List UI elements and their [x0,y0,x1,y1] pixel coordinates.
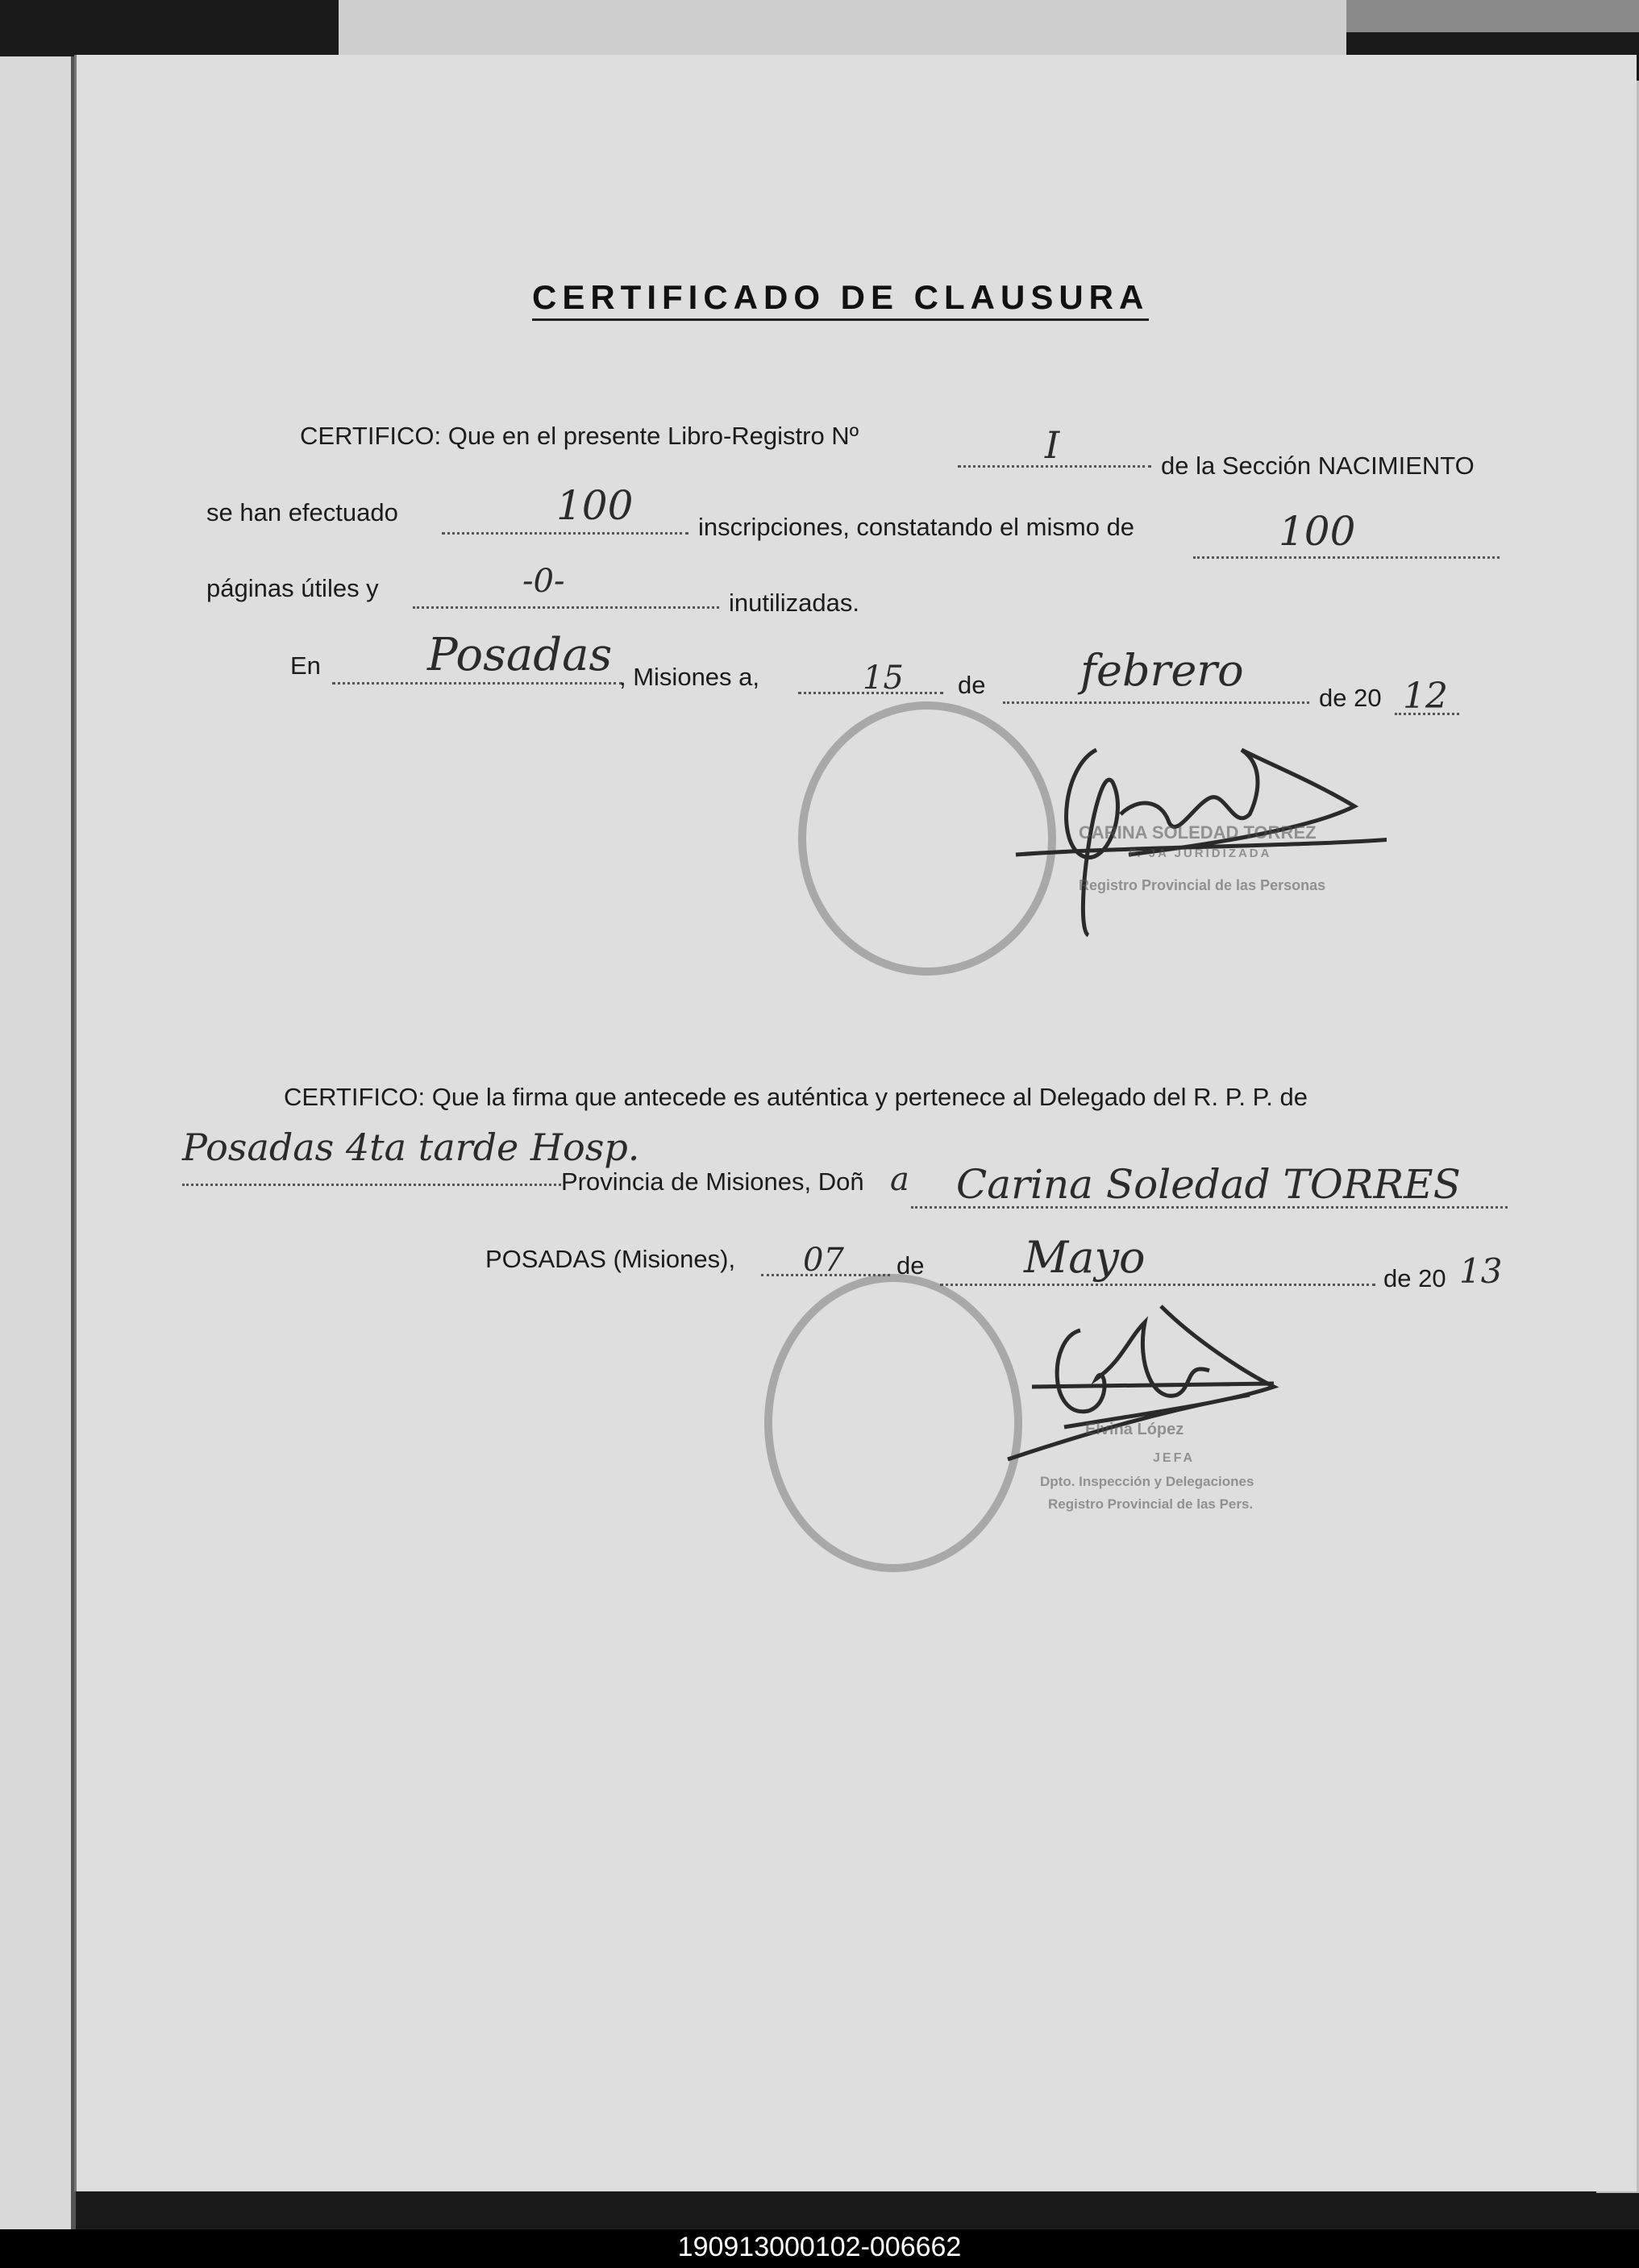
libro-number: I [1045,423,1060,467]
stamp2-org: Registro Provincial de las Pers. [1048,1496,1254,1512]
stamp2-role: JEFA [1153,1451,1196,1465]
inutilizadas-count: -0- [522,563,565,600]
nombre-delegado: Carina Soledad TORRES [956,1161,1461,1208]
p1-line3-text: páginas útiles y [206,574,379,602]
year-suffix-1: 12 [1403,676,1448,717]
delegacion: Posadas 4ta tarde Hosp. [182,1126,640,1169]
signature-2 [984,1290,1322,1475]
mes-1: febrero [1080,645,1244,696]
stamp1-role: F. JA JURIDIZADA [1129,847,1272,860]
fill-line [332,682,622,685]
dona-suffix: a [890,1161,909,1198]
p2-line2-text: Provincia de Misiones, Doñ [561,1167,864,1196]
p1-line1-text: CERTIFICO: Que en el presente Libro-Registro Nº [300,422,859,450]
stamp2-name: Elvina López [1085,1421,1184,1438]
year-prefix-1: de 20 [1319,684,1382,712]
mes-2: Mayo [1024,1232,1146,1283]
fill-line [442,532,688,535]
p1-line2-text: se han efectuado [206,498,398,526]
year-suffix-2: 13 [1459,1251,1503,1291]
background-strip [1346,0,1639,32]
document-page [74,55,1637,2191]
dia-1: 15 [863,660,904,697]
fill-line [182,1184,561,1186]
stamp1-org: Registro Provincial de las Personas [1079,877,1326,893]
inscripciones-count: 100 [556,482,634,529]
de-label-1: de [958,671,986,699]
year-prefix-2: de 20 [1383,1264,1446,1292]
background-strip [339,0,1346,56]
p2-line1-text: CERTIFICO: Que la firma que antecede es auténtica y pertenece al Delegado del R. P. P. de [284,1083,1308,1111]
misiones-a: , Misiones a, [619,663,760,691]
en-label: En [290,651,321,680]
fill-line [1003,701,1309,704]
fill-line [1193,556,1500,559]
stamp1-name: CARINA SOLEDAD TORREZ [1079,822,1317,843]
stamp2-dept: Dpto. Inspección y Delegaciones [1040,1474,1254,1489]
fill-line [413,606,719,609]
paginas-count: 100 [1279,508,1356,555]
dia-2: 07 [803,1242,844,1279]
fill-line [940,1284,1375,1286]
lugar: Posadas [427,629,613,681]
document-id: 190913000102-006662 [677,2232,962,2262]
left-page-edge [0,56,76,2233]
p1-line3-end: inutilizadas. [729,589,859,617]
p1-line2-mid: inscripciones, constatando el mismo de [698,513,1135,541]
p2-ciudad: POSADAS (Misiones), [485,1245,736,1273]
p1-line1-end: de la Sección NACIMIENTO [1161,452,1475,480]
de-label-2: de [896,1251,925,1280]
document-title: CERTIFICADO DE CLAUSURA [532,278,1149,321]
